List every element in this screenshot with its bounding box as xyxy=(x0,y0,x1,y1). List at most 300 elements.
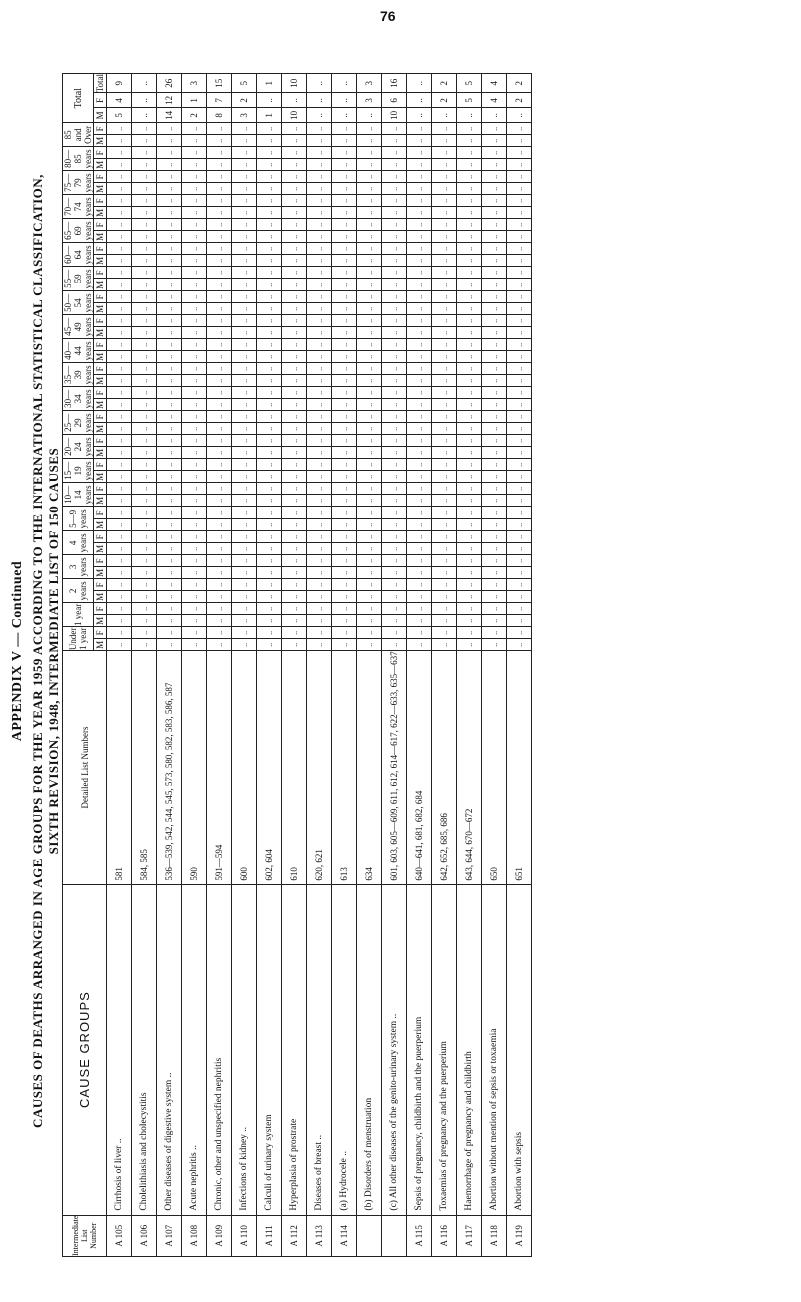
age-cell: .. xyxy=(182,279,207,291)
age-cell: .. xyxy=(457,375,482,387)
age-cell: .. xyxy=(107,351,132,363)
age-cell: .. xyxy=(207,411,232,423)
age-cell: .. xyxy=(182,255,207,267)
age-cell: .. xyxy=(257,171,282,183)
age-cell: .. xyxy=(157,399,182,411)
age-group-header: 75—79 years xyxy=(63,171,94,195)
total-male: 8 xyxy=(207,108,232,123)
age-cell: .. xyxy=(257,351,282,363)
age-cell: .. xyxy=(282,255,307,267)
age-cell: .. xyxy=(182,543,207,555)
age-cell: .. xyxy=(332,579,357,591)
age-cell: .. xyxy=(157,303,182,315)
age-cell: .. xyxy=(357,627,382,639)
age-cell: .. xyxy=(307,387,332,399)
age-cell: .. xyxy=(132,531,157,543)
age-cell: .. xyxy=(507,303,532,315)
age-cell: .. xyxy=(482,231,507,243)
int-list-number: A 113 xyxy=(307,1215,332,1256)
age-cell: .. xyxy=(232,219,257,231)
table-row xyxy=(157,74,182,1257)
age-cell: .. xyxy=(182,591,207,603)
age-cell: .. xyxy=(382,303,407,315)
age-cell: .. xyxy=(382,195,407,207)
age-cell: .. xyxy=(332,291,357,303)
age-cell: .. xyxy=(232,531,257,543)
age-cell: .. xyxy=(432,327,457,339)
age-cell: .. xyxy=(257,375,282,387)
age-cell: .. xyxy=(182,507,207,519)
age-cell: .. xyxy=(207,231,232,243)
total-male: .. xyxy=(507,108,532,123)
age-cell: .. xyxy=(332,507,357,519)
total-female: 12 xyxy=(157,93,182,108)
age-cell: .. xyxy=(107,639,132,651)
age-cell: .. xyxy=(207,519,232,531)
age-cell: .. xyxy=(432,591,457,603)
table-row xyxy=(107,74,132,1257)
age-cell: .. xyxy=(332,495,357,507)
total-male: .. xyxy=(332,108,357,123)
age-cell: .. xyxy=(457,351,482,363)
age-cell: .. xyxy=(207,507,232,519)
age-cell: .. xyxy=(132,351,157,363)
table-row xyxy=(282,74,307,1257)
age-cell: .. xyxy=(507,375,532,387)
age-cell: .. xyxy=(407,423,432,435)
age-cell: .. xyxy=(507,291,532,303)
age-cell: .. xyxy=(207,279,232,291)
age-cell: .. xyxy=(132,303,157,315)
cause-name: Cirrhosis of liver .. xyxy=(107,884,132,1215)
age-cell: .. xyxy=(257,411,282,423)
age-cell: .. xyxy=(482,315,507,327)
total-male: .. xyxy=(457,108,482,123)
age-cell: .. xyxy=(107,315,132,327)
age-cell: .. xyxy=(482,627,507,639)
age-cell: .. xyxy=(432,531,457,543)
age-cell: .. xyxy=(457,195,482,207)
age-cell: .. xyxy=(207,363,232,375)
age-cell: .. xyxy=(382,135,407,147)
age-cell: .. xyxy=(207,435,232,447)
age-cell: .. xyxy=(282,507,307,519)
age-cell: .. xyxy=(182,159,207,171)
detailed-list: 600 xyxy=(232,651,257,884)
age-cell: .. xyxy=(282,363,307,375)
age-cell: .. xyxy=(432,339,457,351)
female-header: F xyxy=(94,507,107,519)
age-cell: .. xyxy=(407,579,432,591)
age-cell: .. xyxy=(432,195,457,207)
age-cell: .. xyxy=(157,339,182,351)
age-cell: .. xyxy=(207,183,232,195)
age-group-header: 25—29 years xyxy=(63,411,94,435)
age-cell: .. xyxy=(357,411,382,423)
age-cell: .. xyxy=(332,243,357,255)
cause-name: Abortion with sepsis xyxy=(507,884,532,1215)
age-cell: .. xyxy=(307,351,332,363)
male-header: M xyxy=(95,232,105,241)
age-cell: .. xyxy=(107,627,132,639)
age-cell: .. xyxy=(507,183,532,195)
age-cell: .. xyxy=(257,255,282,267)
age-cell: .. xyxy=(307,627,332,639)
age-cell: .. xyxy=(132,339,157,351)
age-cell: .. xyxy=(157,579,182,591)
age-cell: .. xyxy=(232,603,257,615)
age-cell: .. xyxy=(482,639,507,651)
age-cell: .. xyxy=(482,543,507,555)
age-cell: .. xyxy=(157,483,182,495)
age-cell: .. xyxy=(332,639,357,651)
age-cell: .. xyxy=(157,531,182,543)
total-all: .. xyxy=(132,74,157,93)
age-cell: .. xyxy=(232,411,257,423)
age-cell: .. xyxy=(482,363,507,375)
age-cell: .. xyxy=(407,327,432,339)
female-header: F xyxy=(94,147,107,159)
age-cell: .. xyxy=(482,267,507,279)
age-cell: .. xyxy=(357,363,382,375)
total-male: .. xyxy=(482,108,507,123)
cause-name: Acute nephritis .. xyxy=(182,884,207,1215)
age-cell: .. xyxy=(157,351,182,363)
age-cell: .. xyxy=(432,567,457,579)
age-cell: .. xyxy=(482,327,507,339)
age-cell: .. xyxy=(307,231,332,243)
age-cell: .. xyxy=(332,387,357,399)
age-cell: .. xyxy=(307,519,332,531)
age-group-header: 10—14 years xyxy=(63,483,94,507)
age-cell: .. xyxy=(457,135,482,147)
int-list-number: A 110 xyxy=(232,1215,257,1256)
age-cell: .. xyxy=(282,603,307,615)
age-cell: .. xyxy=(382,639,407,651)
age-cell: .. xyxy=(257,267,282,279)
age-cell: .. xyxy=(182,411,207,423)
age-cell: .. xyxy=(407,279,432,291)
title-line-3: SIXTH REVISION, 1948, INTERMEDIATE LIST OF 150 CAUSES xyxy=(46,447,61,855)
age-cell: .. xyxy=(132,471,157,483)
age-cell: .. xyxy=(132,123,157,135)
age-cell: .. xyxy=(157,255,182,267)
age-cell: .. xyxy=(207,351,232,363)
age-cell: .. xyxy=(457,183,482,195)
age-cell: .. xyxy=(307,483,332,495)
age-cell: .. xyxy=(457,495,482,507)
cause-name: Calculi of urinary system xyxy=(257,884,282,1215)
age-cell: .. xyxy=(357,519,382,531)
age-cell: .. xyxy=(132,459,157,471)
age-cell: .. xyxy=(307,435,332,447)
age-cell: .. xyxy=(407,267,432,279)
detailed-list: 620, 621 xyxy=(307,651,332,884)
age-cell: .. xyxy=(232,255,257,267)
age-cell: .. xyxy=(207,303,232,315)
age-cell: .. xyxy=(207,135,232,147)
age-cell: .. xyxy=(432,243,457,255)
age-cell: .. xyxy=(457,591,482,603)
age-cell: .. xyxy=(282,447,307,459)
age-cell: .. xyxy=(257,471,282,483)
age-cell: .. xyxy=(107,495,132,507)
age-cell: .. xyxy=(432,543,457,555)
table-row xyxy=(132,74,157,1257)
age-group-header: 1 year xyxy=(63,603,94,627)
age-cell: .. xyxy=(132,195,157,207)
age-cell: .. xyxy=(282,519,307,531)
age-cell: .. xyxy=(282,327,307,339)
total-all: 2 xyxy=(432,74,457,93)
age-cell: .. xyxy=(307,447,332,459)
age-cell: .. xyxy=(432,459,457,471)
age-cell: .. xyxy=(357,267,382,279)
age-cell: .. xyxy=(482,471,507,483)
age-cell: .. xyxy=(132,243,157,255)
male-header: M xyxy=(95,184,105,193)
age-cell: .. xyxy=(257,579,282,591)
age-cell: .. xyxy=(507,579,532,591)
age-cell: .. xyxy=(357,171,382,183)
age-cell: .. xyxy=(432,615,457,627)
age-cell: .. xyxy=(157,291,182,303)
female-header: F xyxy=(94,411,107,423)
cause-name: Cholelithiasis and cholecystitis xyxy=(132,884,157,1215)
age-cell: .. xyxy=(407,159,432,171)
age-cell: .. xyxy=(457,567,482,579)
age-cell: .. xyxy=(332,375,357,387)
detailed-list: 610 xyxy=(282,651,307,884)
male-header: M xyxy=(95,472,105,481)
age-cell: .. xyxy=(157,543,182,555)
age-cell: .. xyxy=(482,375,507,387)
age-cell: .. xyxy=(107,327,132,339)
age-cell: .. xyxy=(307,327,332,339)
age-cell: .. xyxy=(182,435,207,447)
age-cell: .. xyxy=(207,591,232,603)
age-cell: .. xyxy=(407,315,432,327)
age-cell: .. xyxy=(282,207,307,219)
age-cell: .. xyxy=(407,639,432,651)
age-cell: .. xyxy=(507,591,532,603)
age-cell: .. xyxy=(132,315,157,327)
male-header: M xyxy=(95,328,105,337)
age-cell: .. xyxy=(482,591,507,603)
age-cell: .. xyxy=(132,147,157,159)
age-cell: .. xyxy=(107,615,132,627)
age-cell: .. xyxy=(182,123,207,135)
age-cell: .. xyxy=(257,435,282,447)
age-cell: .. xyxy=(182,183,207,195)
age-cell: .. xyxy=(157,171,182,183)
age-cell: .. xyxy=(282,303,307,315)
age-cell: .. xyxy=(182,351,207,363)
table-row xyxy=(182,74,207,1257)
table-row xyxy=(482,74,507,1257)
age-cell: .. xyxy=(457,435,482,447)
age-cell: .. xyxy=(282,183,307,195)
age-cell: .. xyxy=(432,159,457,171)
total-all: 26 xyxy=(157,74,182,93)
female-header: F xyxy=(94,459,107,471)
age-cell: .. xyxy=(407,519,432,531)
age-cell: .. xyxy=(207,639,232,651)
age-cell: .. xyxy=(432,387,457,399)
age-cell: .. xyxy=(382,171,407,183)
age-cell: .. xyxy=(282,627,307,639)
age-cell: .. xyxy=(382,603,407,615)
age-cell: .. xyxy=(232,135,257,147)
age-cell: .. xyxy=(432,495,457,507)
total-female: .. xyxy=(307,93,332,108)
age-cell: .. xyxy=(282,483,307,495)
age-cell: .. xyxy=(507,315,532,327)
total-male: .. xyxy=(132,108,157,123)
age-cell: .. xyxy=(232,387,257,399)
age-cell: .. xyxy=(332,627,357,639)
age-cell: .. xyxy=(307,471,332,483)
age-cell: .. xyxy=(307,615,332,627)
age-cell: .. xyxy=(207,339,232,351)
detailed-list: 602, 604 xyxy=(257,651,282,884)
age-cell: .. xyxy=(132,591,157,603)
age-cell: .. xyxy=(307,183,332,195)
age-cell: .. xyxy=(407,219,432,231)
age-group-header: 3 years xyxy=(63,555,94,579)
age-cell: .. xyxy=(407,207,432,219)
age-cell: .. xyxy=(457,339,482,351)
age-cell: .. xyxy=(232,351,257,363)
male-header: M xyxy=(95,256,105,265)
age-cell: .. xyxy=(382,315,407,327)
age-cell: .. xyxy=(232,555,257,567)
age-cell: .. xyxy=(457,207,482,219)
table-row xyxy=(307,74,332,1257)
int-list-number: A 105 xyxy=(107,1215,132,1256)
age-cell: .. xyxy=(307,195,332,207)
age-cell: .. xyxy=(107,243,132,255)
age-cell: .. xyxy=(257,387,282,399)
age-cell: .. xyxy=(157,459,182,471)
total-male: .. xyxy=(357,108,382,123)
age-cell: .. xyxy=(507,471,532,483)
female-header: F xyxy=(94,267,107,279)
age-cell: .. xyxy=(482,171,507,183)
age-cell: .. xyxy=(332,123,357,135)
female-header: F xyxy=(94,363,107,375)
age-cell: .. xyxy=(382,447,407,459)
age-cell: .. xyxy=(257,159,282,171)
female-header: F xyxy=(94,195,107,207)
age-cell: .. xyxy=(357,147,382,159)
age-cell: .. xyxy=(307,219,332,231)
age-cell: .. xyxy=(457,507,482,519)
age-group-header: 20—24 years xyxy=(63,435,94,459)
age-cell: .. xyxy=(157,591,182,603)
age-cell: .. xyxy=(432,219,457,231)
int-list-number xyxy=(357,1215,382,1256)
female-header: F xyxy=(94,387,107,399)
age-cell: .. xyxy=(432,303,457,315)
age-cell: .. xyxy=(332,411,357,423)
age-cell: .. xyxy=(157,147,182,159)
age-cell: .. xyxy=(482,603,507,615)
age-cell: .. xyxy=(182,483,207,495)
age-cell: .. xyxy=(282,267,307,279)
int-list-number: A 116 xyxy=(432,1215,457,1256)
cause-name: Chronic, other and unspecified nephritis xyxy=(207,884,232,1215)
age-cell: .. xyxy=(382,435,407,447)
age-cell: .. xyxy=(257,603,282,615)
age-cell: .. xyxy=(282,279,307,291)
total-male: 5 xyxy=(107,108,132,123)
age-cell: .. xyxy=(307,579,332,591)
age-cell: .. xyxy=(457,531,482,543)
total-male: 10 xyxy=(282,108,307,123)
male-header: M xyxy=(95,496,105,505)
age-cell: .. xyxy=(357,495,382,507)
total-female: 2 xyxy=(232,93,257,108)
age-cell: .. xyxy=(332,567,357,579)
age-cell: .. xyxy=(182,615,207,627)
cause-groups-header: CAUSE GROUPS xyxy=(63,884,107,1215)
age-cell: .. xyxy=(157,423,182,435)
age-cell: .. xyxy=(307,171,332,183)
female-header: F xyxy=(94,555,107,567)
age-cell: .. xyxy=(132,279,157,291)
age-cell: .. xyxy=(207,615,232,627)
age-cell: .. xyxy=(157,159,182,171)
age-cell: .. xyxy=(182,363,207,375)
age-cell: .. xyxy=(307,123,332,135)
age-cell: .. xyxy=(257,231,282,243)
age-cell: .. xyxy=(257,219,282,231)
age-cell: .. xyxy=(107,435,132,447)
age-cell: .. xyxy=(132,495,157,507)
age-cell: .. xyxy=(232,279,257,291)
age-cell: .. xyxy=(357,375,382,387)
age-cell: .. xyxy=(482,447,507,459)
appendix-title: APPENDIX V — Continued xyxy=(10,560,25,742)
age-cell: .. xyxy=(132,327,157,339)
age-cell: .. xyxy=(282,231,307,243)
age-cell: .. xyxy=(132,555,157,567)
age-cell: .. xyxy=(457,483,482,495)
male-header: M xyxy=(95,280,105,289)
age-cell: .. xyxy=(432,435,457,447)
age-cell: .. xyxy=(407,231,432,243)
age-cell: .. xyxy=(282,387,307,399)
age-cell: .. xyxy=(157,639,182,651)
age-cell: .. xyxy=(407,615,432,627)
age-cell: .. xyxy=(382,339,407,351)
age-cell: .. xyxy=(332,363,357,375)
total-female: 6 xyxy=(382,93,407,108)
age-cell: .. xyxy=(457,459,482,471)
age-cell: .. xyxy=(132,639,157,651)
total-female: .. xyxy=(257,93,282,108)
age-cell: .. xyxy=(482,339,507,351)
age-cell: .. xyxy=(207,495,232,507)
total-all: 15 xyxy=(207,74,232,93)
total-all: 3 xyxy=(182,74,207,93)
age-cell: .. xyxy=(507,327,532,339)
age-cell: .. xyxy=(207,447,232,459)
age-cell: .. xyxy=(382,219,407,231)
age-cell: .. xyxy=(282,375,307,387)
age-cell: .. xyxy=(257,147,282,159)
